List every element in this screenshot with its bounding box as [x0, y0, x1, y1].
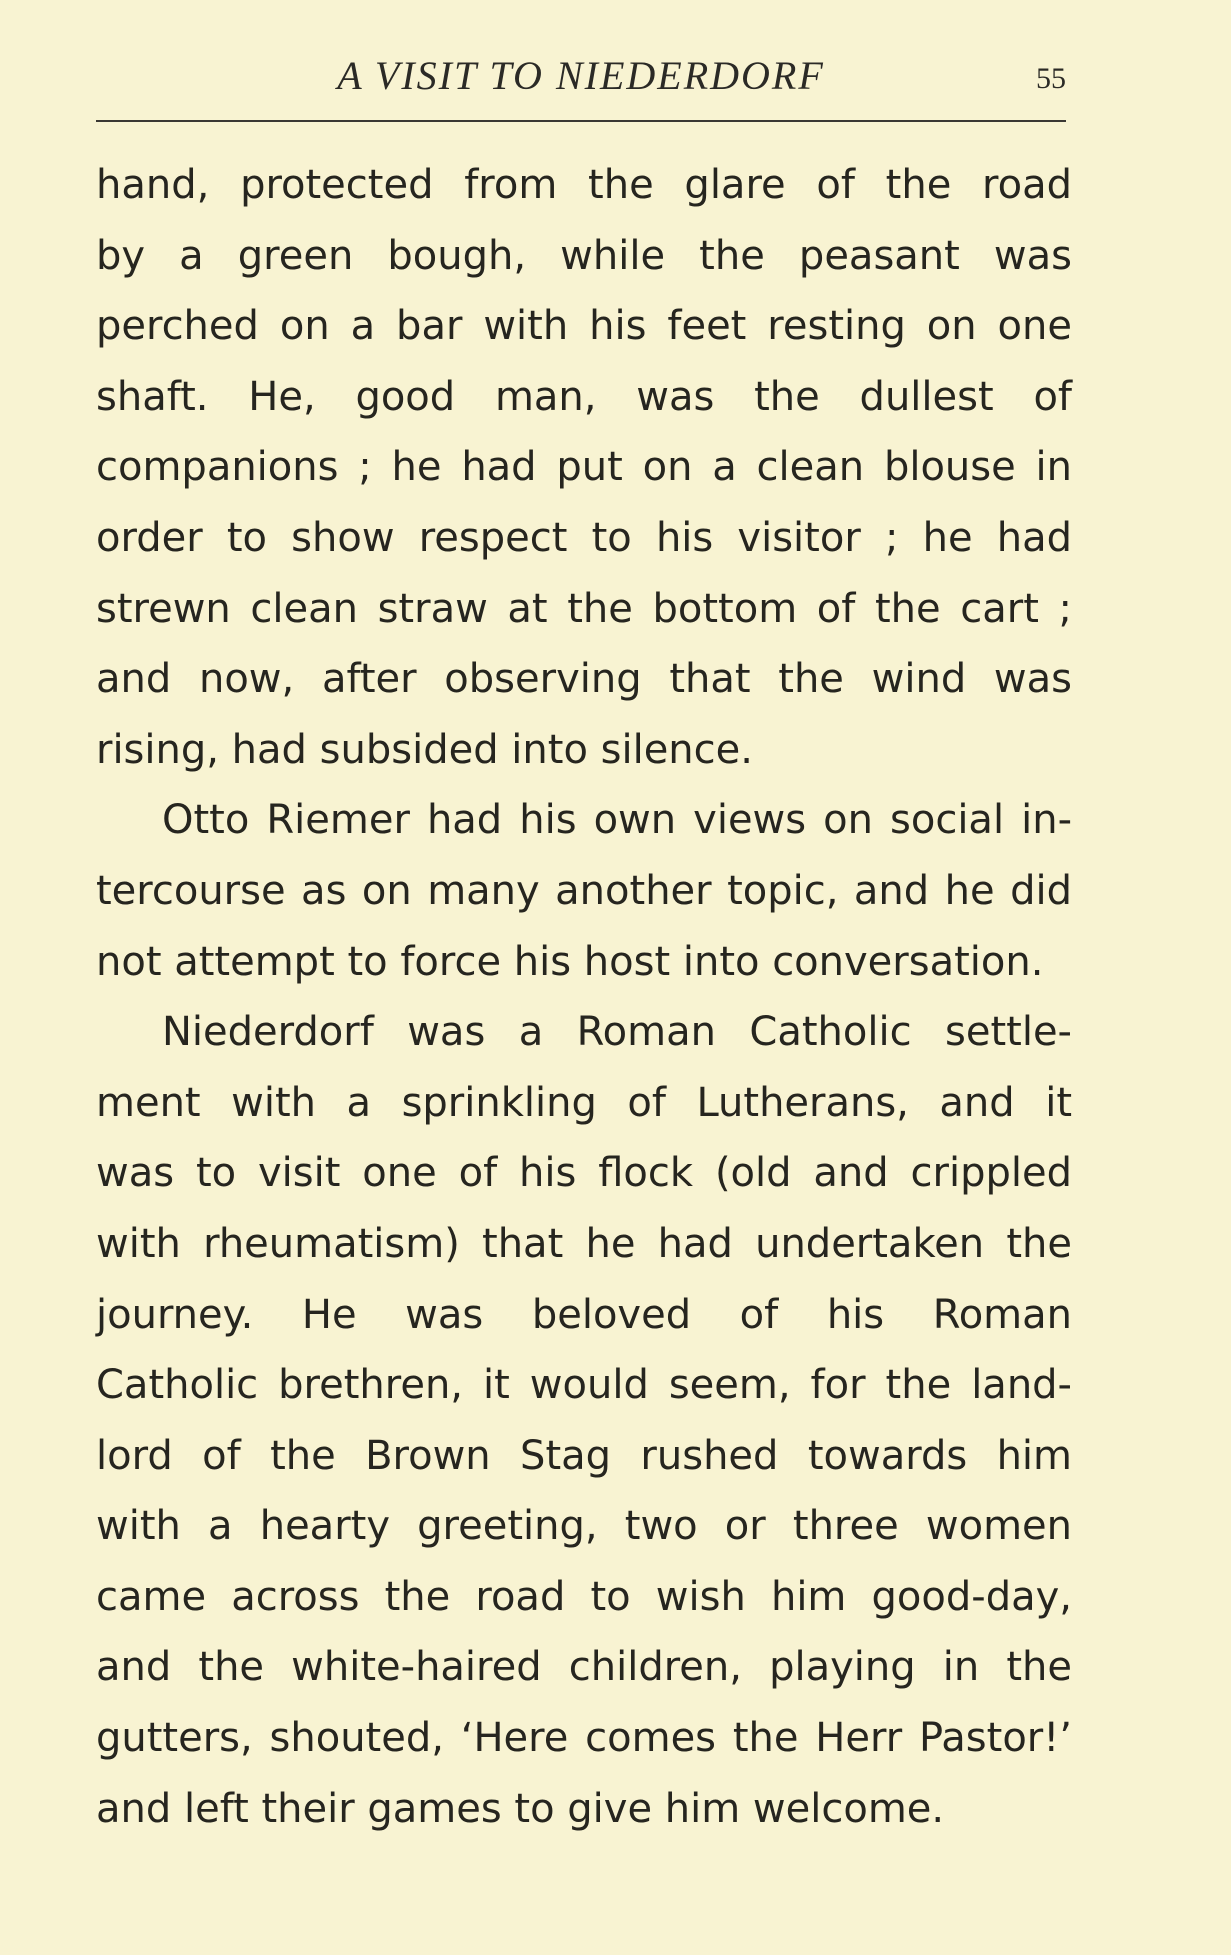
text-line: and now, after observing that the wind was	[96, 656, 1072, 703]
text-line: came across the road to wish him good-day,	[96, 1573, 1072, 1620]
header-rule	[96, 120, 1066, 122]
text-line: with rheumatism) that he had undertaken the	[96, 1220, 1072, 1267]
text-line: Catholic brethren, it would seem, for the land-	[96, 1362, 1072, 1409]
text-line: gutters, shouted, ‘Here comes the Herr Pastor!’	[96, 1715, 1072, 1762]
text-line: and left their games to give him welcome.	[96, 1785, 945, 1832]
text-line: with a hearty greeting, two or three women	[96, 1503, 1072, 1550]
text-line: perched on a bar with his feet resting on one	[96, 303, 1072, 350]
running-head	[96, 52, 1066, 108]
text-line: and the white-haired children, playing in the	[96, 1644, 1072, 1691]
page-number: 55	[1036, 62, 1066, 95]
text-line: shaft. He, good man, was the dullest of	[96, 373, 1072, 420]
text-line: tercourse as on many another topic, and he did	[96, 867, 1072, 914]
running-title: A VISIT TO NIEDERDORF	[337, 53, 825, 98]
text-line: rising, had subsided into silence.	[96, 726, 753, 773]
text-line: ment with a sprinkling of Lutherans, and it	[96, 1079, 1072, 1126]
text-line: was to visit one of his flock (old and crippled	[96, 1150, 1072, 1197]
text-line: lord of the Brown Stag rushed towards him	[96, 1432, 1072, 1479]
text-line: order to show respect to his visitor ; he had	[96, 514, 1072, 561]
text-line: hand, protected from the glare of the road	[96, 162, 1072, 208]
text-line: companions ; he had put on a clean blouse in	[96, 444, 1072, 491]
text-line: not attempt to force his host into conversation.	[96, 938, 1044, 985]
text-line: Niederdorf was a Roman Catholic settle-	[162, 1009, 1072, 1056]
body-text	[96, 150, 1072, 1844]
text-line: by a green bough, while the peasant was	[96, 232, 1072, 279]
text-line: journey. He was beloved of his Roman	[96, 1291, 1072, 1338]
text-line: Otto Riemer had his own views on social in-	[162, 797, 1072, 844]
text-line: strewn clean straw at the bottom of the cart ;	[96, 585, 1072, 632]
